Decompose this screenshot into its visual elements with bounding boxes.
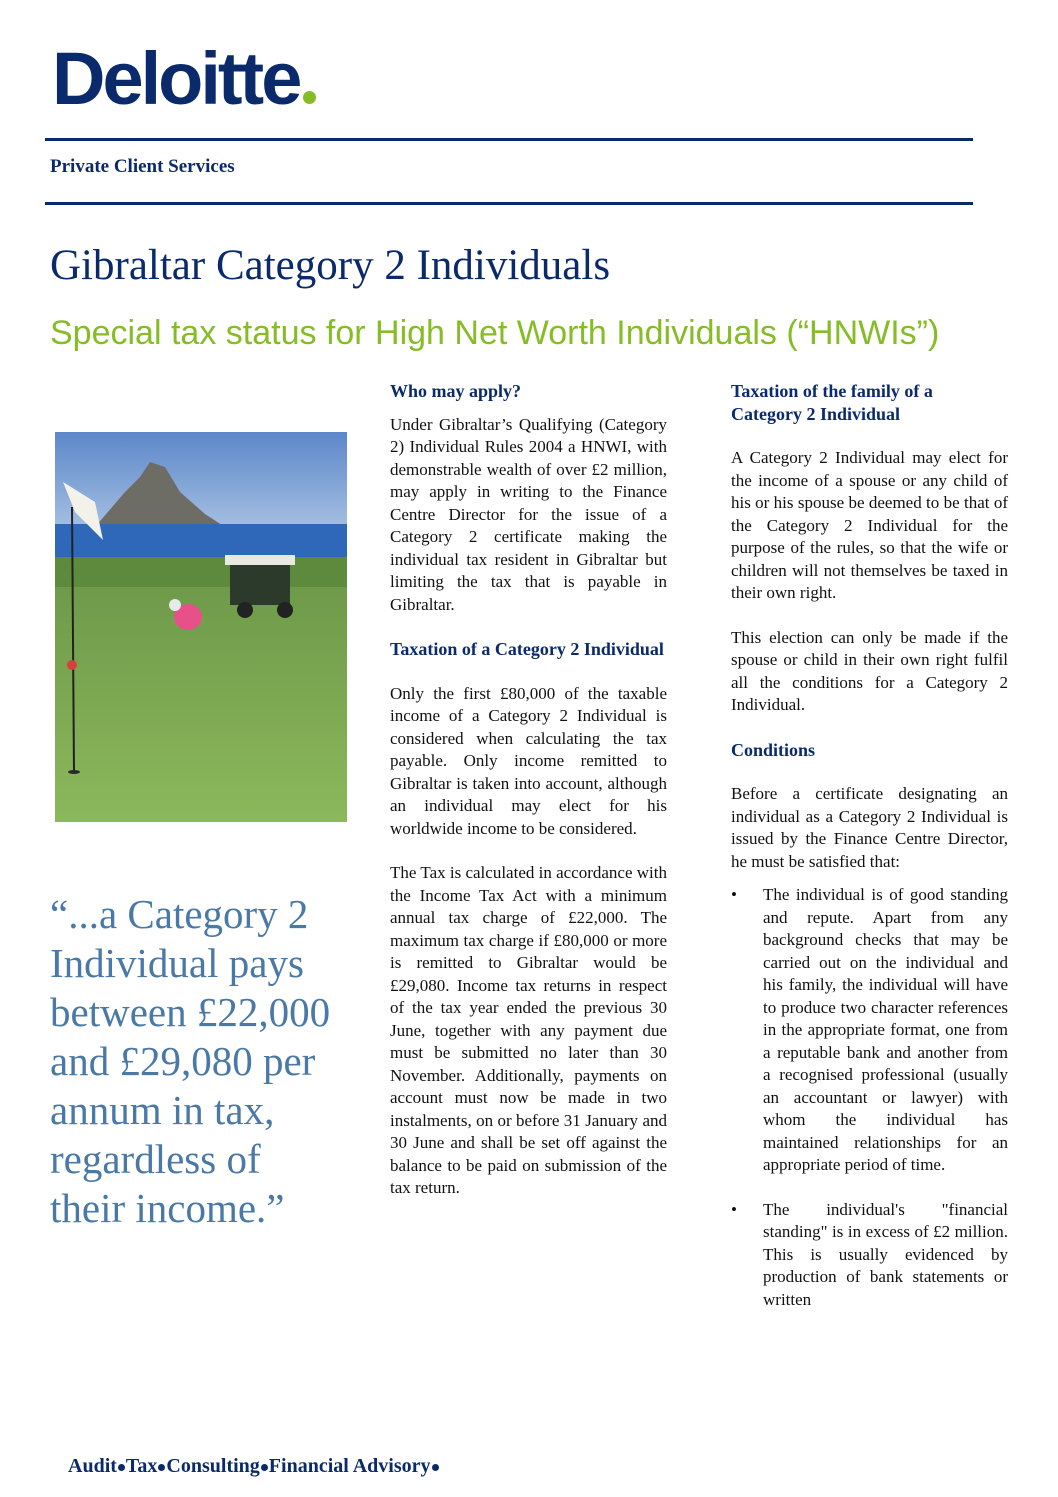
heading-who-may-apply: Who may apply? xyxy=(390,381,522,401)
paragraph-taxable-income: Only the first £80,000 of the taxable income of a Category 2 Individual is considered when calculating the tax payable. Only income remitted to Gibraltar is taken into account, although an individual may elect for his worldwide income to be considered. xyxy=(390,683,667,838)
footer-item-tax: Tax xyxy=(125,1455,158,1477)
footer-item-consulting: Consulting xyxy=(166,1455,260,1477)
golf-course-photo xyxy=(55,432,347,822)
footer-services xyxy=(68,1455,440,1478)
middle-column xyxy=(390,380,667,1200)
practice-name: Private Client Services xyxy=(50,156,235,177)
logo-wordmark: Deloitte xyxy=(52,37,300,120)
footer-item-audit: Audit xyxy=(68,1455,117,1477)
heading-taxation-category-2: Taxation of a Category 2 Individual xyxy=(390,639,664,659)
footer-dot-icon xyxy=(158,1464,165,1471)
page-subtitle: Special tax status for High Net Worth Individuals (“HNWIs”) xyxy=(50,314,940,352)
paragraph-election-conditions: This election can only be made if the spouse or child in their own right fulfil all the conditions for a Category 2 Individual. xyxy=(731,627,1008,714)
bullet-good-standing: • The individual is of good standing and repute. Apart from any background checks that may be carried out on the individual and his family, the individual will have to produce two character references in the appropriate format, one from a reputable bank and another from a recognised professional (usually an accountant or lawyer) with whom the individual has maintained relationships for an appropriate period of time. xyxy=(731,884,1008,1177)
paragraph-tax-calculation: The Tax is calculated in accordance with the Income Tax Act with a minimum annual tax charge of £22,000. The maximum tax charge if £80,000 or more is remitted to Gibraltar would be £29,080. Income tax returns in respect of the tax year ended the previous 30 June, together with any payment due must be submitted no later than 30 November. Additionally, payments on account must now be made in two instalments, on or before 31 January and 30 June and shall be set off against the balance to be paid on submission of the tax return. xyxy=(390,863,667,1197)
footer-dot-icon xyxy=(118,1464,125,1471)
paragraph-certificate: Before a certificate designating an individual as a Category 2 Individual is issued by the Finance Centre Director, he must be satisfied that: xyxy=(731,784,1008,871)
paragraph-spouse-election: A Category 2 Individual may elect for the income of a spouse or any child of his or his spouse be deemed to be that of the Category 2 Individual for the purpose of the rules, so that the wife or children will not themselves be taxed in their own right. xyxy=(731,448,1008,602)
footer-item-financial-advisory: Financial Advisory xyxy=(268,1455,431,1477)
footer-dot-icon xyxy=(432,1464,439,1471)
page-title: Gibraltar Category 2 Individuals xyxy=(50,242,611,289)
pull-quote: “...a Category 2 Individual pays between £22,000 and £29,080 per annum in tax, regardless of their income.” xyxy=(50,891,331,1231)
header-rule-bottom xyxy=(45,202,973,205)
heading-conditions: Conditions xyxy=(731,739,816,760)
bullet-financial-standing: • The individual's "financial standing" is in excess of £2 million. This is usually evidenced by production of bank statements or written xyxy=(731,1199,1008,1312)
right-column xyxy=(731,380,1008,1311)
footer-dot-icon xyxy=(261,1464,268,1471)
header-rule-top xyxy=(45,138,973,141)
logo-dot-icon xyxy=(303,91,316,104)
heading-family-taxation: Taxation of the family of a Category 2 Individual xyxy=(731,381,933,424)
paragraph-who-may-apply: Under Gibraltar’s Qualifying (Category 2) Individual Rules 2004 a HNWI, with demonstrable wealth of over £2 million, may apply in writing to the Finance Centre Director for the issue of a Category 2 certificate making the individual tax resident in Gibraltar but limiting the tax that is payable in Gibraltar. xyxy=(390,414,667,614)
golf-scene-icon xyxy=(55,432,347,822)
deloitte-logo xyxy=(52,37,316,120)
